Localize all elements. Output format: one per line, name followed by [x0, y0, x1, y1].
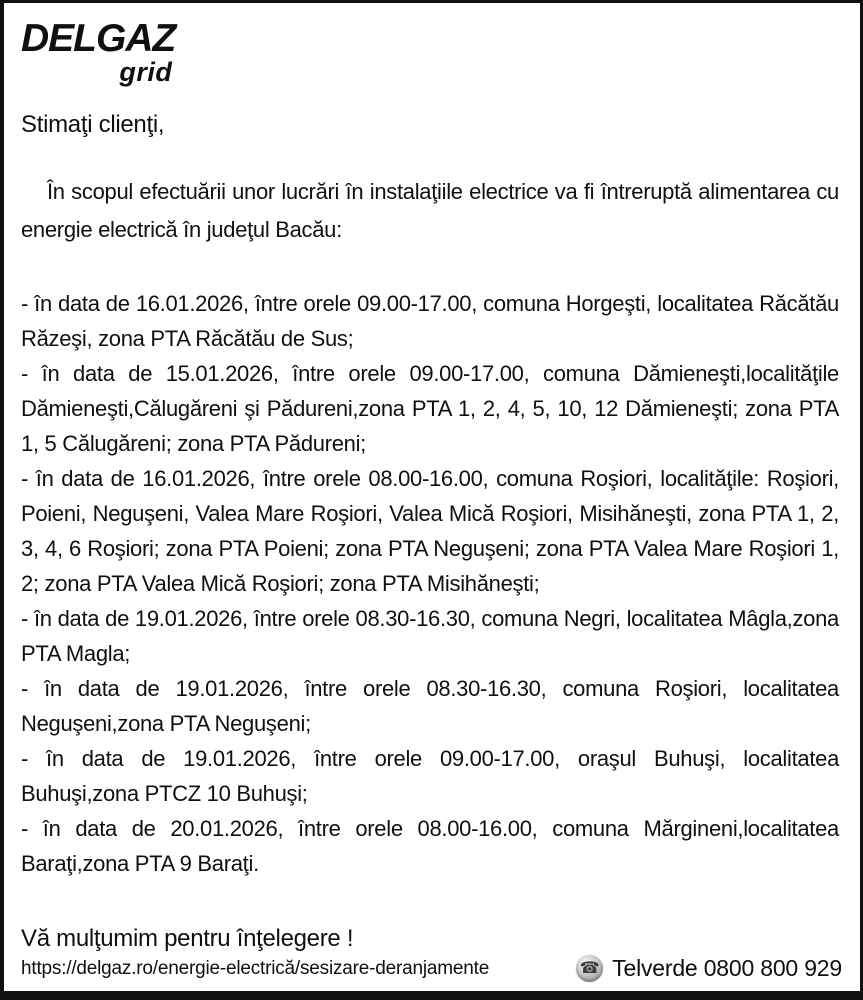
outage-list	[21, 286, 839, 881]
outage-item: - în data de 19.01.2026, între orele 08.30-16.30, comuna Roşiori, localitatea Neguşeni,zona PTA Neguşeni;	[21, 676, 839, 736]
outage-item: - în data de 16.01.2026, între orele 09.00-17.00, comuna Horgeşti, localitatea Răcătău Răzeşi, zona PTA Răcătău de Sus;	[21, 291, 839, 351]
phone-number-text: Telverde 0800 800 929	[612, 955, 842, 981]
footer-bar	[21, 955, 842, 982]
green-line-phone	[576, 955, 842, 982]
closing-text: Vă mulţumim pentru înţelegere !	[21, 925, 354, 952]
telephone-icon: ☎	[576, 955, 603, 982]
outage-item: - în data de 19.01.2026, între orele 08.30-16.30, comuna Negri, localitatea Mâgla,zona PTA Magla;	[21, 606, 839, 666]
logo-grid-label: grid	[119, 57, 173, 87]
outage-item: - în data de 20.01.2026, între orele 08.00-16.00, comuna Mărgineni,localitatea Baraţi,zona PTA 9 Baraţi.	[21, 816, 839, 876]
greeting-text: Stimaţi clienţi,	[21, 111, 165, 138]
logo-wordmark: DELGAZ	[21, 17, 176, 60]
outage-item: - în data de 19.01.2026, între orele 09.00-17.00, oraşul Buhuşi, localitatea Buhuşi,zona PTCZ 10 Buhuşi;	[21, 746, 839, 806]
intro-paragraph: În scopul efectuării unor lucrări în instalaţiile electrice va fi întreruptă alimentarea cu energie electrică în judeţul Bacău:	[21, 179, 839, 242]
outage-item: - în data de 15.01.2026, între orele 09.00-17.00, comuna Dămieneşti,localităţile Dămieneşti,Călugăreni şi Pădureni,zona PTA 1, 2, 4, 5, 10, 12 Dămieneşti; zona PTA 1, 5 Călugăreni; zona PTA Pădureni;	[21, 361, 839, 456]
report-outage-url[interactable]: https://delgaz.ro/energie-electrică/sesizare-deranjamente	[21, 957, 490, 979]
delgaz-grid-logo	[21, 19, 175, 85]
outage-item: - în data de 16.01.2026, între orele 08.00-16.00, comuna Roşiori, localităţile: Roşiori, Poieni, Neguşeni, Valea Mare Roşiori, Valea Mică Roşiori, Misihăneşti, zona PTA 1, 2, 3, 4, 6 Roşiori; zona PTA Poieni; zona PTA Neguşeni; zona PTA Valea Mare Roşiori 1, 2; zona PTA Valea Mică Roşiori; zona PTA Misihăneşti;	[21, 466, 839, 596]
